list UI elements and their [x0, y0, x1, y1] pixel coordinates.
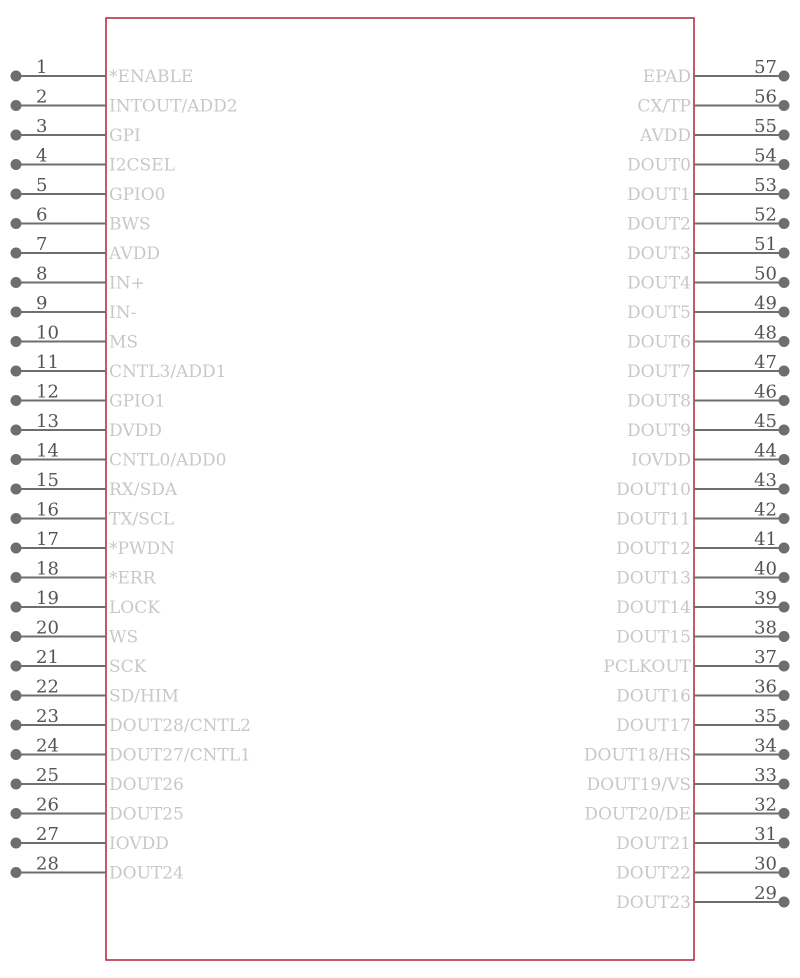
pin-endpoint	[779, 307, 790, 318]
pin-26	[11, 795, 184, 825]
pin-label: LOCK	[109, 598, 160, 618]
pin-number: 3	[36, 116, 48, 137]
pin-endpoint	[779, 513, 790, 524]
pin-label: I2CSEL	[109, 155, 175, 176]
pin-endpoint	[11, 395, 22, 406]
pin-number: 2	[36, 86, 48, 108]
pin-endpoint	[779, 130, 790, 141]
pin-endpoint	[779, 218, 790, 229]
pin-label: MS	[109, 332, 139, 353]
pin-number: 15	[36, 470, 59, 491]
pin-endpoint	[779, 720, 790, 731]
pin-endpoint	[779, 808, 790, 819]
pin-label: IN+	[109, 273, 145, 294]
pin-endpoint	[11, 218, 22, 229]
pin-endpoint	[779, 484, 790, 495]
pin-label: RX/SDA	[109, 480, 178, 500]
pin-27	[11, 824, 169, 854]
pin-55	[639, 116, 789, 146]
pin-56	[637, 87, 789, 117]
pin-number: 10	[36, 322, 59, 344]
pin-number: 41	[754, 529, 777, 550]
pin-endpoint	[779, 779, 790, 790]
pin-45	[627, 411, 790, 441]
pin-number: 39	[754, 588, 777, 609]
pin-28	[11, 854, 184, 884]
pin-endpoint	[779, 838, 790, 849]
pin-endpoint	[11, 130, 22, 141]
pin-endpoint	[11, 366, 22, 377]
pin-endpoint	[11, 71, 22, 82]
pin-label: IOVDD	[109, 834, 169, 854]
pin-label: DOUT10	[616, 480, 691, 500]
pin-number: 57	[754, 57, 777, 78]
pin-label: DOUT21	[616, 834, 691, 854]
pin-endpoint	[779, 425, 790, 436]
pin-label: DOUT9	[626, 421, 691, 441]
pin-number: 38	[754, 617, 777, 639]
pin-number: 44	[754, 440, 777, 462]
pin-16	[11, 500, 175, 530]
pin-endpoint	[11, 867, 22, 878]
pin-endpoint	[11, 277, 22, 288]
pin-label: DOUT16	[616, 686, 691, 707]
pin-label: BWS	[109, 214, 151, 235]
pin-endpoint	[779, 248, 790, 259]
pin-31	[616, 824, 789, 854]
pin-number: 43	[754, 470, 777, 491]
pin-endpoint	[779, 749, 790, 760]
pin-50	[627, 264, 790, 294]
pin-label: DOUT19/VS	[586, 775, 691, 795]
pin-endpoint	[779, 100, 790, 111]
pin-42	[616, 500, 789, 530]
pin-number: 23	[36, 706, 59, 727]
pin-number: 33	[754, 765, 777, 786]
pin-number: 24	[36, 735, 59, 757]
pin-endpoint	[11, 572, 22, 583]
pin-label: DOUT23	[616, 893, 691, 913]
pin-endpoint	[779, 897, 790, 908]
pin-endpoint	[11, 690, 22, 701]
pin-label: TX/SCL	[109, 509, 175, 530]
pin-endpoint	[779, 690, 790, 701]
pin-label: DOUT2	[626, 214, 691, 235]
pin-number: 45	[754, 411, 777, 432]
pin-number: 21	[36, 647, 59, 668]
pin-14	[11, 441, 227, 471]
pin-endpoint	[779, 336, 790, 347]
pin-label: DOUT13	[616, 568, 691, 589]
pin-label: DOUT27/CNTL1	[109, 745, 251, 766]
pin-number: 37	[754, 647, 777, 668]
pin-47	[627, 352, 790, 382]
pin-label: DOUT15	[616, 627, 691, 648]
pin-44	[631, 441, 789, 471]
pin-number: 12	[36, 381, 59, 403]
pin-endpoint	[779, 159, 790, 170]
pin-39	[616, 588, 789, 618]
left-pin-group	[11, 57, 251, 884]
pin-label: DOUT26	[109, 775, 184, 795]
pin-34	[584, 736, 790, 766]
pin-4	[11, 146, 175, 176]
pin-number: 5	[36, 175, 48, 196]
pin-endpoint	[779, 543, 790, 554]
pin-number: 46	[754, 381, 777, 403]
pin-number: 25	[36, 765, 59, 786]
pin-label: EPAD	[642, 67, 691, 87]
pin-19	[11, 588, 161, 618]
pin-number: 11	[36, 352, 59, 373]
pin-33	[586, 765, 789, 795]
pin-label: *ERR	[109, 568, 156, 589]
pin-29	[616, 883, 789, 913]
pin-49	[627, 293, 790, 323]
pin-number: 56	[754, 86, 777, 108]
pin-6	[11, 205, 151, 235]
pin-label: WS	[109, 627, 139, 648]
pin-53	[627, 175, 790, 205]
pin-label: DOUT14	[616, 598, 691, 618]
pin-30	[616, 854, 789, 884]
pin-number: 47	[754, 352, 777, 373]
pin-number: 54	[754, 145, 777, 167]
pin-3	[11, 116, 141, 146]
pin-label: GPI	[109, 126, 141, 146]
pin-label: DOUT4	[626, 273, 691, 294]
pin-32	[584, 795, 789, 825]
pin-number: 13	[36, 411, 59, 432]
pin-20	[11, 618, 139, 648]
pin-endpoint	[779, 867, 790, 878]
pin-endpoint	[11, 425, 22, 436]
pin-22	[11, 677, 179, 707]
right-pin-group	[584, 57, 790, 913]
pin-label: AVDD	[640, 126, 691, 146]
pin-label: GPIO0	[109, 185, 166, 205]
pin-label: IN-	[109, 303, 137, 323]
pin-2	[11, 87, 238, 117]
pin-label: DOUT18/HS	[583, 745, 691, 766]
pin-endpoint	[11, 543, 22, 554]
pin-endpoint	[11, 513, 22, 524]
pin-endpoint	[11, 661, 22, 672]
pin-label: DOUT8	[626, 391, 691, 412]
pin-label: DOUT7	[626, 362, 691, 382]
pin-label: CNTL3/ADD1	[109, 362, 227, 382]
pin-15	[11, 470, 178, 500]
pin-1	[11, 57, 194, 87]
pin-endpoint	[11, 779, 22, 790]
pin-label: SD/HIM	[109, 686, 179, 707]
pin-number: 4	[36, 145, 48, 167]
pin-label: DOUT28/CNTL2	[109, 716, 251, 736]
pin-label: CX/TP	[637, 96, 691, 117]
pin-number: 52	[754, 204, 777, 226]
pin-number: 53	[754, 175, 777, 196]
pin-35	[616, 706, 789, 736]
pin-label: DVDD	[109, 421, 162, 441]
pin-number: 31	[754, 824, 777, 845]
pin-number: 48	[754, 322, 777, 344]
pin-number: 7	[36, 234, 48, 255]
pin-label: INTOUT/ADD2	[109, 96, 238, 117]
pin-12	[11, 382, 166, 412]
pin-number: 16	[36, 499, 59, 521]
pin-24	[11, 736, 251, 766]
pin-endpoint	[11, 159, 22, 170]
pin-51	[627, 234, 790, 264]
pin-number: 8	[36, 263, 48, 285]
pin-endpoint	[779, 277, 790, 288]
pin-8	[11, 264, 145, 294]
pin-endpoint	[11, 307, 22, 318]
pin-label: DOUT11	[616, 509, 691, 530]
pin-number: 1	[36, 57, 48, 78]
pin-number: 22	[36, 676, 59, 698]
pin-7	[11, 234, 160, 264]
pin-label: IOVDD	[631, 450, 691, 471]
pin-number: 6	[36, 204, 48, 226]
pin-number: 40	[754, 558, 777, 580]
pin-label: DOUT3	[626, 244, 691, 264]
pin-endpoint	[11, 838, 22, 849]
pin-endpoint	[779, 454, 790, 465]
pin-endpoint	[779, 366, 790, 377]
pin-18	[11, 559, 157, 589]
pin-5	[11, 175, 166, 205]
pin-label: DOUT22	[616, 863, 691, 884]
pin-endpoint	[779, 572, 790, 583]
pin-number: 35	[754, 706, 777, 727]
pin-number: 19	[36, 588, 59, 609]
pin-number: 26	[36, 794, 59, 816]
pin-25	[11, 765, 184, 795]
pin-label: *PWDN	[109, 539, 175, 559]
pin-40	[616, 559, 789, 589]
pin-endpoint	[779, 602, 790, 613]
pin-17	[11, 529, 176, 559]
pin-label: DOUT12	[616, 539, 691, 559]
pin-number: 32	[754, 794, 777, 816]
pin-10	[11, 323, 139, 353]
pin-46	[627, 382, 790, 412]
pin-38	[616, 618, 789, 648]
pin-endpoint	[11, 100, 22, 111]
pin-endpoint	[11, 631, 22, 642]
pin-number: 27	[36, 824, 59, 845]
pin-endpoint	[779, 189, 790, 200]
pin-number: 36	[754, 676, 777, 698]
pin-endpoint	[11, 484, 22, 495]
pin-number: 50	[754, 263, 777, 285]
pin-number: 14	[36, 440, 59, 462]
pin-11	[11, 352, 227, 382]
pin-label: AVDD	[109, 244, 160, 264]
pin-endpoint	[11, 602, 22, 613]
pin-endpoint	[11, 336, 22, 347]
pin-label: PCLKOUT	[603, 657, 691, 677]
pin-number: 28	[36, 853, 59, 875]
pin-endpoint	[11, 749, 22, 760]
pin-48	[627, 323, 790, 353]
pin-number: 51	[754, 234, 777, 255]
pin-label: DOUT25	[109, 804, 184, 825]
pin-endpoint	[779, 631, 790, 642]
pin-23	[11, 706, 251, 736]
pin-43	[616, 470, 789, 500]
pin-label: CNTL0/ADD0	[109, 450, 227, 471]
pin-number: 30	[754, 853, 777, 875]
pin-number: 29	[754, 883, 777, 904]
pin-41	[616, 529, 789, 559]
pin-number: 17	[36, 529, 59, 550]
pin-57	[643, 57, 790, 87]
pin-21	[11, 647, 147, 677]
pin-36	[616, 677, 789, 707]
pin-9	[11, 293, 137, 323]
pin-label: DOUT5	[626, 303, 691, 323]
pin-endpoint	[11, 248, 22, 259]
pin-number: 55	[754, 116, 777, 137]
pin-endpoint	[11, 189, 22, 200]
pin-52	[627, 205, 790, 235]
pin-endpoint	[779, 661, 790, 672]
pin-endpoint	[779, 395, 790, 406]
pin-number: 42	[754, 499, 777, 521]
pin-number: 34	[754, 735, 777, 757]
pin-number: 9	[36, 293, 48, 314]
pin-label: GPIO1	[109, 391, 166, 412]
pin-number: 18	[36, 558, 59, 580]
pin-endpoint	[11, 454, 22, 465]
pin-label: DOUT20/DE	[584, 804, 691, 825]
pin-endpoint	[779, 71, 790, 82]
pin-number: 49	[754, 293, 777, 314]
pin-label: *ENABLE	[109, 67, 194, 87]
pin-endpoint	[11, 720, 22, 731]
pin-54	[627, 146, 790, 176]
pin-number: 20	[36, 617, 59, 639]
pin-37	[603, 647, 789, 677]
pin-label: DOUT6	[626, 332, 691, 353]
pin-endpoint	[11, 808, 22, 819]
pin-label: DOUT0	[626, 155, 691, 176]
pin-label: SCK	[109, 657, 147, 677]
pin-13	[11, 411, 162, 441]
pin-label: DOUT24	[109, 863, 184, 884]
pin-label: DOUT17	[616, 716, 691, 736]
pin-label: DOUT1	[626, 185, 691, 205]
